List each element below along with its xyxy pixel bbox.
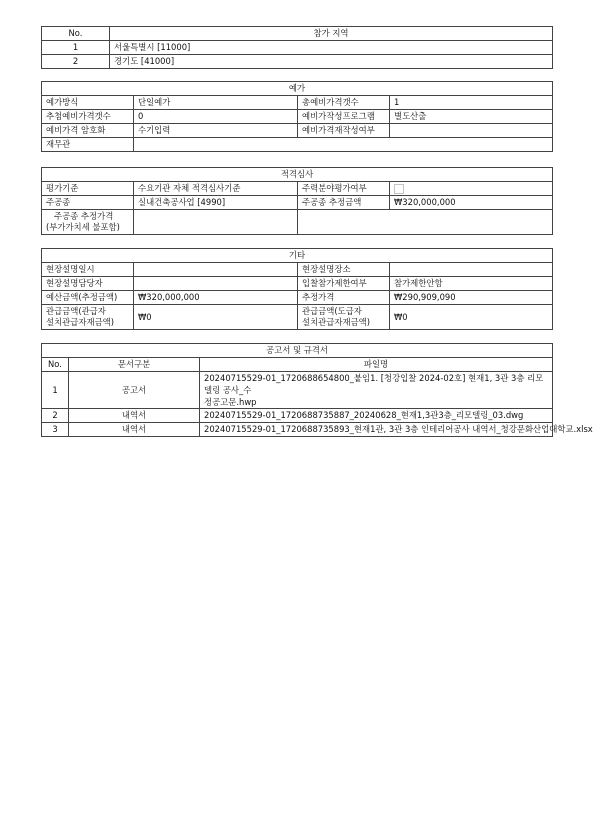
price-finance-value bbox=[134, 138, 553, 152]
briefing-date-label: 현장설명일시 bbox=[42, 263, 134, 277]
document-file-name-line1: 20240715529-01_1720688654800_붙임1. [청강입찰 2024-02호] 현재1, 3관 3층 리모델링 공사_수 bbox=[204, 373, 544, 395]
supply1-label bbox=[42, 305, 134, 330]
etc-title: 기타 bbox=[42, 249, 553, 263]
price-method-label: 예가방식 bbox=[42, 96, 134, 110]
price-title: 예가 bbox=[42, 82, 553, 96]
review-main-field-label: 주력분야평가여부 bbox=[298, 182, 390, 196]
document-no: 2 bbox=[42, 409, 69, 423]
supply1-label-line1: 관급금액(관급자 bbox=[46, 306, 106, 316]
document-type: 내역서 bbox=[69, 409, 200, 423]
supply2-label-line2: 설치관급자재금액) bbox=[302, 317, 370, 327]
region-table bbox=[41, 26, 553, 69]
review-est-price-label-line1: 주공종 추정가격 bbox=[54, 211, 114, 221]
price-rewrite-label: 예비가격재작성여부 bbox=[298, 124, 390, 138]
supply2-label-line1: 관급금액(도급자 bbox=[302, 306, 362, 316]
review-main-amount-value: ₩320,000,000 bbox=[390, 196, 553, 210]
review-main-type-value: 실내건축공사업 [4990] bbox=[134, 196, 298, 210]
supply2-value: ₩0 bbox=[390, 305, 553, 330]
region-header-no: No. bbox=[42, 27, 110, 41]
briefing-person-value bbox=[134, 277, 298, 291]
document-type: 공고서 bbox=[69, 372, 200, 409]
region-no: 2 bbox=[42, 55, 110, 69]
briefing-date-value bbox=[134, 263, 298, 277]
review-empty-label bbox=[298, 210, 390, 235]
briefing-place-value bbox=[390, 263, 553, 277]
briefing-person-label: 현장설명담당자 bbox=[42, 277, 134, 291]
region-header-region: 참가 지역 bbox=[110, 27, 553, 41]
restrict-value: 참가제한안함 bbox=[390, 277, 553, 291]
document-file-link[interactable]: 20240715529-01_1720688735893_현재1관, 3관 3층 인테리어공사 내역서_청강문화산업대학교.xlsx bbox=[200, 423, 553, 437]
review-main-field-value bbox=[390, 182, 553, 196]
briefing-place-label: 현장설명장소 bbox=[298, 263, 390, 277]
est-value: ₩290,909,090 bbox=[390, 291, 553, 305]
documents-header-file: 파일명 bbox=[200, 358, 553, 372]
region-no: 1 bbox=[42, 41, 110, 55]
table-row bbox=[42, 41, 553, 55]
document-file-name-line2: 정공고문.hwp bbox=[204, 397, 257, 407]
region-name: 경기도 [41000] bbox=[110, 55, 553, 69]
table-row bbox=[42, 409, 553, 423]
table-row bbox=[42, 55, 553, 69]
budget-label: 예산금액(추정금액) bbox=[42, 291, 134, 305]
document-no: 1 bbox=[42, 372, 69, 409]
supply1-label-line2: 설치관급자재금액) bbox=[46, 317, 114, 327]
documents-header-type: 문서구분 bbox=[69, 358, 200, 372]
review-criteria-value: 수요기관 자체 적격심사기준 bbox=[134, 182, 298, 196]
table-row bbox=[42, 423, 553, 437]
document-file-link[interactable]: 20240715529-01_1720688735887_20240628_현재1,3관3층_리모델링_03.dwg bbox=[200, 409, 553, 423]
review-main-amount-label: 주공종 추정금액 bbox=[298, 196, 390, 210]
price-encrypt-value: 수기입력 bbox=[134, 124, 298, 138]
review-est-price-label bbox=[42, 210, 134, 235]
documents-table bbox=[41, 343, 593, 437]
review-empty-value bbox=[390, 210, 553, 235]
supply2-label bbox=[298, 305, 390, 330]
review-title: 적격심사 bbox=[42, 168, 553, 182]
table-row bbox=[42, 372, 553, 409]
price-encrypt-label: 예비가격 암호화 bbox=[42, 124, 134, 138]
review-est-price-label-line2: (부가가치세 불포함) bbox=[46, 222, 120, 232]
document-no: 3 bbox=[42, 423, 69, 437]
restrict-label: 입찰참가제한여부 bbox=[298, 277, 390, 291]
price-table bbox=[41, 81, 553, 152]
price-draw-label: 추첨예비가격갯수 bbox=[42, 110, 134, 124]
region-name: 서울특별시 [11000] bbox=[110, 41, 553, 55]
price-draw-value: 0 bbox=[134, 110, 298, 124]
documents-title: 공고서 및 규격서 bbox=[42, 344, 553, 358]
price-count-value: 1 bbox=[390, 96, 553, 110]
etc-table bbox=[41, 248, 553, 330]
est-label: 추정가격 bbox=[298, 291, 390, 305]
main-field-checkbox[interactable] bbox=[394, 184, 404, 194]
price-count-label: 총예비가격갯수 bbox=[298, 96, 390, 110]
document-file-link[interactable] bbox=[200, 372, 553, 409]
supply1-value: ₩0 bbox=[134, 305, 298, 330]
document-type: 내역서 bbox=[69, 423, 200, 437]
budget-value: ₩320,000,000 bbox=[134, 291, 298, 305]
review-criteria-label: 평가기준 bbox=[42, 182, 134, 196]
review-est-price-value bbox=[134, 210, 298, 235]
price-finance-label: 재무관 bbox=[42, 138, 134, 152]
price-method-value: 단일예가 bbox=[134, 96, 298, 110]
review-table bbox=[41, 167, 553, 235]
price-rewrite-value bbox=[390, 124, 553, 138]
review-main-type-label: 주공종 bbox=[42, 196, 134, 210]
documents-header-no: No. bbox=[42, 358, 69, 372]
price-program-label: 예비가작성프로그램 bbox=[298, 110, 390, 124]
price-program-value: 별도산출 bbox=[390, 110, 553, 124]
